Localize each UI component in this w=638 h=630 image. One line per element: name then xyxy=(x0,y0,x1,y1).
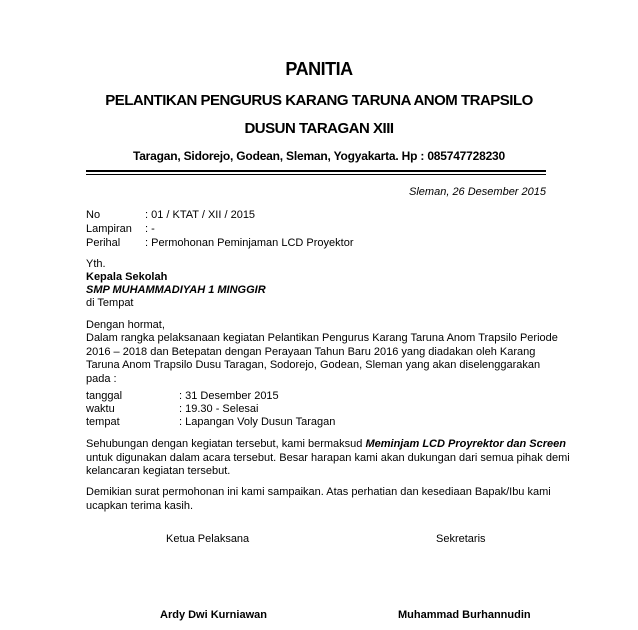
paragraph-1-line: 2016 – 2018 dan Betepatan dengan Perayaan Tahun Baru 2016 yang diadakan oleh Karang xyxy=(86,346,536,358)
schedule-value-place: : Lapangan Voly Dusun Taragan xyxy=(179,416,336,428)
recipient-role: Kepala Sekolah xyxy=(86,271,168,283)
signature-left-role: Ketua Pelaksana xyxy=(166,533,250,545)
signature-right-role: Sekretaris xyxy=(436,533,486,545)
paragraph-2-plain: Sehubungan dengan kegiatan tersebut, kami bermaksud xyxy=(86,438,366,450)
meta-label-perihal: Perihal xyxy=(86,237,121,249)
paragraph-2-line: untuk digunakan dalam acara tersebut. Besar harapan kami akan dukungan dari semua pihak demi xyxy=(86,452,570,464)
paragraph-1-line: pada : xyxy=(86,373,117,385)
letterhead-subtitle: PELANTIKAN PENGURUS KARANG TARUNA ANOM TRAPSILO xyxy=(105,92,533,109)
meta-label-no: No xyxy=(86,209,101,221)
letterhead-title: PANITIA xyxy=(285,59,353,79)
paragraph-3-line: ucapkan terima kasih. xyxy=(86,500,193,512)
letterhead-village: DUSUN TARAGAN XIII xyxy=(244,120,394,137)
signature-left-name: Ardy Dwi Kurniawan xyxy=(160,609,267,621)
meta-value-perihal: : Permohonan Peminjaman LCD Proyektor xyxy=(145,237,354,249)
recipient-place: di Tempat xyxy=(86,297,134,309)
signature-right-name: Muhammad Burhannudin xyxy=(398,609,531,621)
recipient-greeting: Yth. xyxy=(86,258,106,270)
schedule-label-time: waktu xyxy=(86,403,115,415)
meta-label-lampiran: Lampiran xyxy=(86,223,132,235)
paragraph-2-line: kelancaran kegiatan tersebut. xyxy=(86,465,231,477)
paragraph-1-line: Taruna Anom Trapsilo Dusu Taragan, Sodorejo, Godean, Sleman yang akan diselenggarakan xyxy=(86,359,541,371)
header-rule-thick xyxy=(86,170,546,172)
letter-date: Sleman, 26 Desember 2015 xyxy=(409,186,546,198)
letterhead-address: Taragan, Sidorejo, Godean, Sleman, Yogyakarta. Hp : 085747728230 xyxy=(132,149,506,163)
letter-opening: Dengan hormat, xyxy=(86,319,165,331)
meta-value-lampiran: : - xyxy=(145,223,155,235)
schedule-value-time: : 19.30 - Selesai xyxy=(179,403,259,415)
paragraph-2-line xyxy=(86,438,566,450)
paragraph-3-line: Demikian surat permohonan ini kami sampaikan. Atas perhatian dan kesediaan Bapak/Ibu kami xyxy=(86,486,551,498)
schedule-label-place: tempat xyxy=(86,416,120,428)
paragraph-1-line: Dalam rangka pelaksanaan kegiatan Pelantikan Pengurus Karang Taruna Anom Trapsilo Periode xyxy=(86,332,558,344)
schedule-value-date: : 31 Desember 2015 xyxy=(179,390,279,402)
header-rule-thin xyxy=(86,174,546,175)
recipient-school: SMP MUHAMMADIYAH 1 MINGGIR xyxy=(86,284,266,296)
paragraph-2-emphasis: Meminjam LCD Proyrektor dan Screen xyxy=(365,438,566,450)
schedule-label-date: tanggal xyxy=(86,390,123,402)
meta-value-no: : 01 / KTAT / XII / 2015 xyxy=(145,209,256,221)
